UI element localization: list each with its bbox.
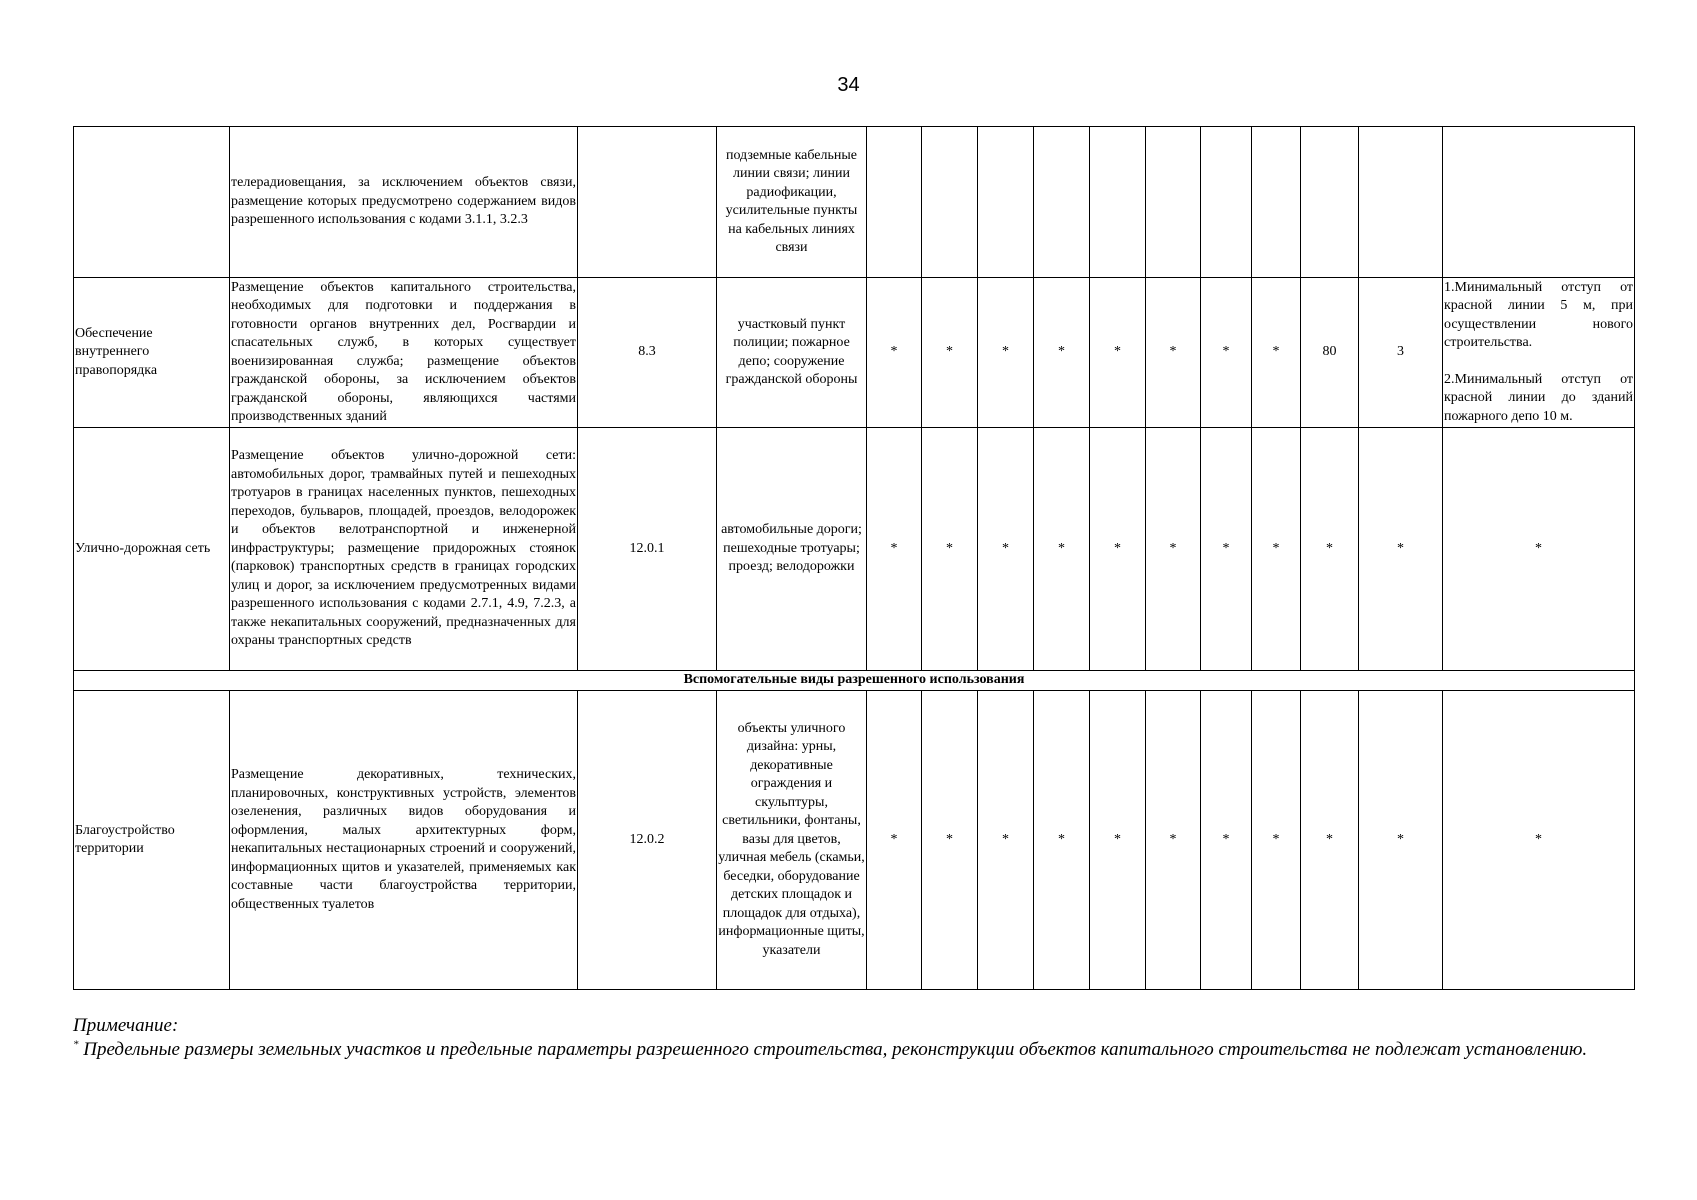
- param-cell: [1359, 127, 1443, 278]
- footnote-block: [73, 1014, 1633, 1062]
- table-row: [74, 127, 1635, 278]
- param-cell: *: [1301, 691, 1359, 990]
- section-row: [74, 671, 1635, 691]
- param-cell: *: [1090, 278, 1146, 428]
- param-cell: *: [1301, 428, 1359, 671]
- use-type-code: 8.3: [578, 278, 717, 428]
- table-row: [74, 278, 1635, 428]
- use-type-name: Благоустройство территории: [74, 691, 230, 990]
- param-cell: *: [867, 691, 922, 990]
- footnote-marker: *: [73, 1038, 79, 1051]
- param-cell: *: [1146, 428, 1201, 671]
- param-cell: *: [922, 428, 978, 671]
- param-cell: *: [1146, 278, 1201, 428]
- param-cell: [867, 127, 922, 278]
- param-cell: [1201, 127, 1252, 278]
- note-text: 2.Минимальный отступ от красной линии до зданий пожарного депо 10 м.: [1444, 371, 1633, 424]
- use-type-code: [578, 127, 717, 278]
- use-type-code: 12.0.2: [578, 691, 717, 990]
- page-number: 34: [837, 74, 860, 96]
- param-cell: *: [978, 278, 1034, 428]
- param-cell: *: [1090, 428, 1146, 671]
- footnote-text-line: [73, 1038, 1633, 1062]
- param-cell: *: [867, 428, 922, 671]
- param-cell: *: [1201, 691, 1252, 990]
- notes-cell: [1443, 278, 1635, 428]
- use-type-name: Улично-дорожная сеть: [74, 428, 230, 671]
- param-cell: *: [1034, 428, 1090, 671]
- param-cell: [1301, 127, 1359, 278]
- footnote-text: Предельные размеры земельных участков и предельные параметры разрешенного строительства, реконструкции объектов капитального строительства не подлежат установлению.: [78, 1039, 1588, 1060]
- notes-cell: *: [1443, 428, 1635, 671]
- note-text: 1.Минимальный отступ от красной линии 5 м, при осуществлении нового строительства.: [1444, 279, 1633, 351]
- use-type-code: 12.0.1: [578, 428, 717, 671]
- param-cell: *: [1359, 691, 1443, 990]
- use-type-description: Размещение декоративных, технических, планировочных, конструктивных устройств, элементов озеленения, различных видов оборудования и оформления, малых архитектурных форм, некапитальных нестационарных строений и сооружений, информационных щитов и указателей, применяемых как составные части благоустройства территории, общественных туалетов: [230, 691, 578, 990]
- use-type-name: Обеспечение внутреннего правопорядка: [74, 278, 230, 428]
- param-cell: 3: [1359, 278, 1443, 428]
- permitted-objects: подземные кабельные линии связи; линии радиофикации, усилительные пункты на кабельных линиях связи: [717, 127, 867, 278]
- param-cell: 80: [1301, 278, 1359, 428]
- table-row: [74, 428, 1635, 671]
- footnote-label: Примечание:: [73, 1015, 179, 1036]
- table-row: [74, 691, 1635, 990]
- use-type-description: телерадиовещания, за исключением объектов связи, размещение которых предусмотрено содержанием видов разрешенного использования с кодами 3.1.1, 3.2.3: [230, 127, 578, 278]
- param-cell: *: [1034, 691, 1090, 990]
- param-cell: *: [1252, 278, 1301, 428]
- param-cell: *: [1090, 691, 1146, 990]
- param-cell: *: [1252, 691, 1301, 990]
- param-cell: [1034, 127, 1090, 278]
- permitted-objects: объекты уличного дизайна: урны, декоративные ограждения и скульптуры, светильники, фонтаны, вазы для цветов, уличная мебель (скамьи, беседки, оборудование детских площадок и площадок для отдыха), информационные щиты, указатели: [717, 691, 867, 990]
- use-type-description: Размещение объектов улично-дорожной сети: автомобильных дорог, трамвайных путей и пешеходных тротуаров в границах населенных пунктов, пешеходных переходов, бульваров, площадей, проездов, велодорожек и объектов велотранспортной и инженерной инфраструктуры; размещение придорожных стоянок (парковок) транспортных средств в границах городских улиц и дорог, за исключением предусмотренных видами разрешенного использования с кодами 2.7.1, 4.9, 7.2.3, а также некапитальных сооружений, предназначенных для охраны транспортных средств: [230, 428, 578, 671]
- param-cell: [978, 127, 1034, 278]
- param-cell: [1252, 127, 1301, 278]
- param-cell: *: [922, 691, 978, 990]
- param-cell: *: [867, 278, 922, 428]
- param-cell: *: [1201, 428, 1252, 671]
- use-type-description: Размещение объектов капитального строительства, необходимых для подготовки и поддержания в готовности органов внутренних дел, Росгвардии и спасательных служб, в которых существует военизированная служба; размещение объектов гражданской обороны, за исключением объектов гражданской обороны, являющихся частями производственных зданий: [230, 278, 578, 428]
- param-cell: [922, 127, 978, 278]
- land-use-regulations-table: [73, 126, 1635, 990]
- param-cell: *: [1252, 428, 1301, 671]
- param-cell: [1090, 127, 1146, 278]
- param-cell: *: [978, 691, 1034, 990]
- param-cell: [1146, 127, 1201, 278]
- param-cell: *: [1359, 428, 1443, 671]
- param-cell: *: [1034, 278, 1090, 428]
- use-type-name: [74, 127, 230, 278]
- notes-cell: [1443, 127, 1635, 278]
- permitted-objects: автомобильные дороги; пешеходные тротуары; проезд; велодорожки: [717, 428, 867, 671]
- param-cell: *: [922, 278, 978, 428]
- section-heading: Вспомогательные виды разрешенного использования: [74, 671, 1635, 691]
- param-cell: *: [1201, 278, 1252, 428]
- permitted-objects: участковый пункт полиции; пожарное депо; сооружение гражданской обороны: [717, 278, 867, 428]
- param-cell: *: [978, 428, 1034, 671]
- param-cell: *: [1146, 691, 1201, 990]
- notes-cell: *: [1443, 691, 1635, 990]
